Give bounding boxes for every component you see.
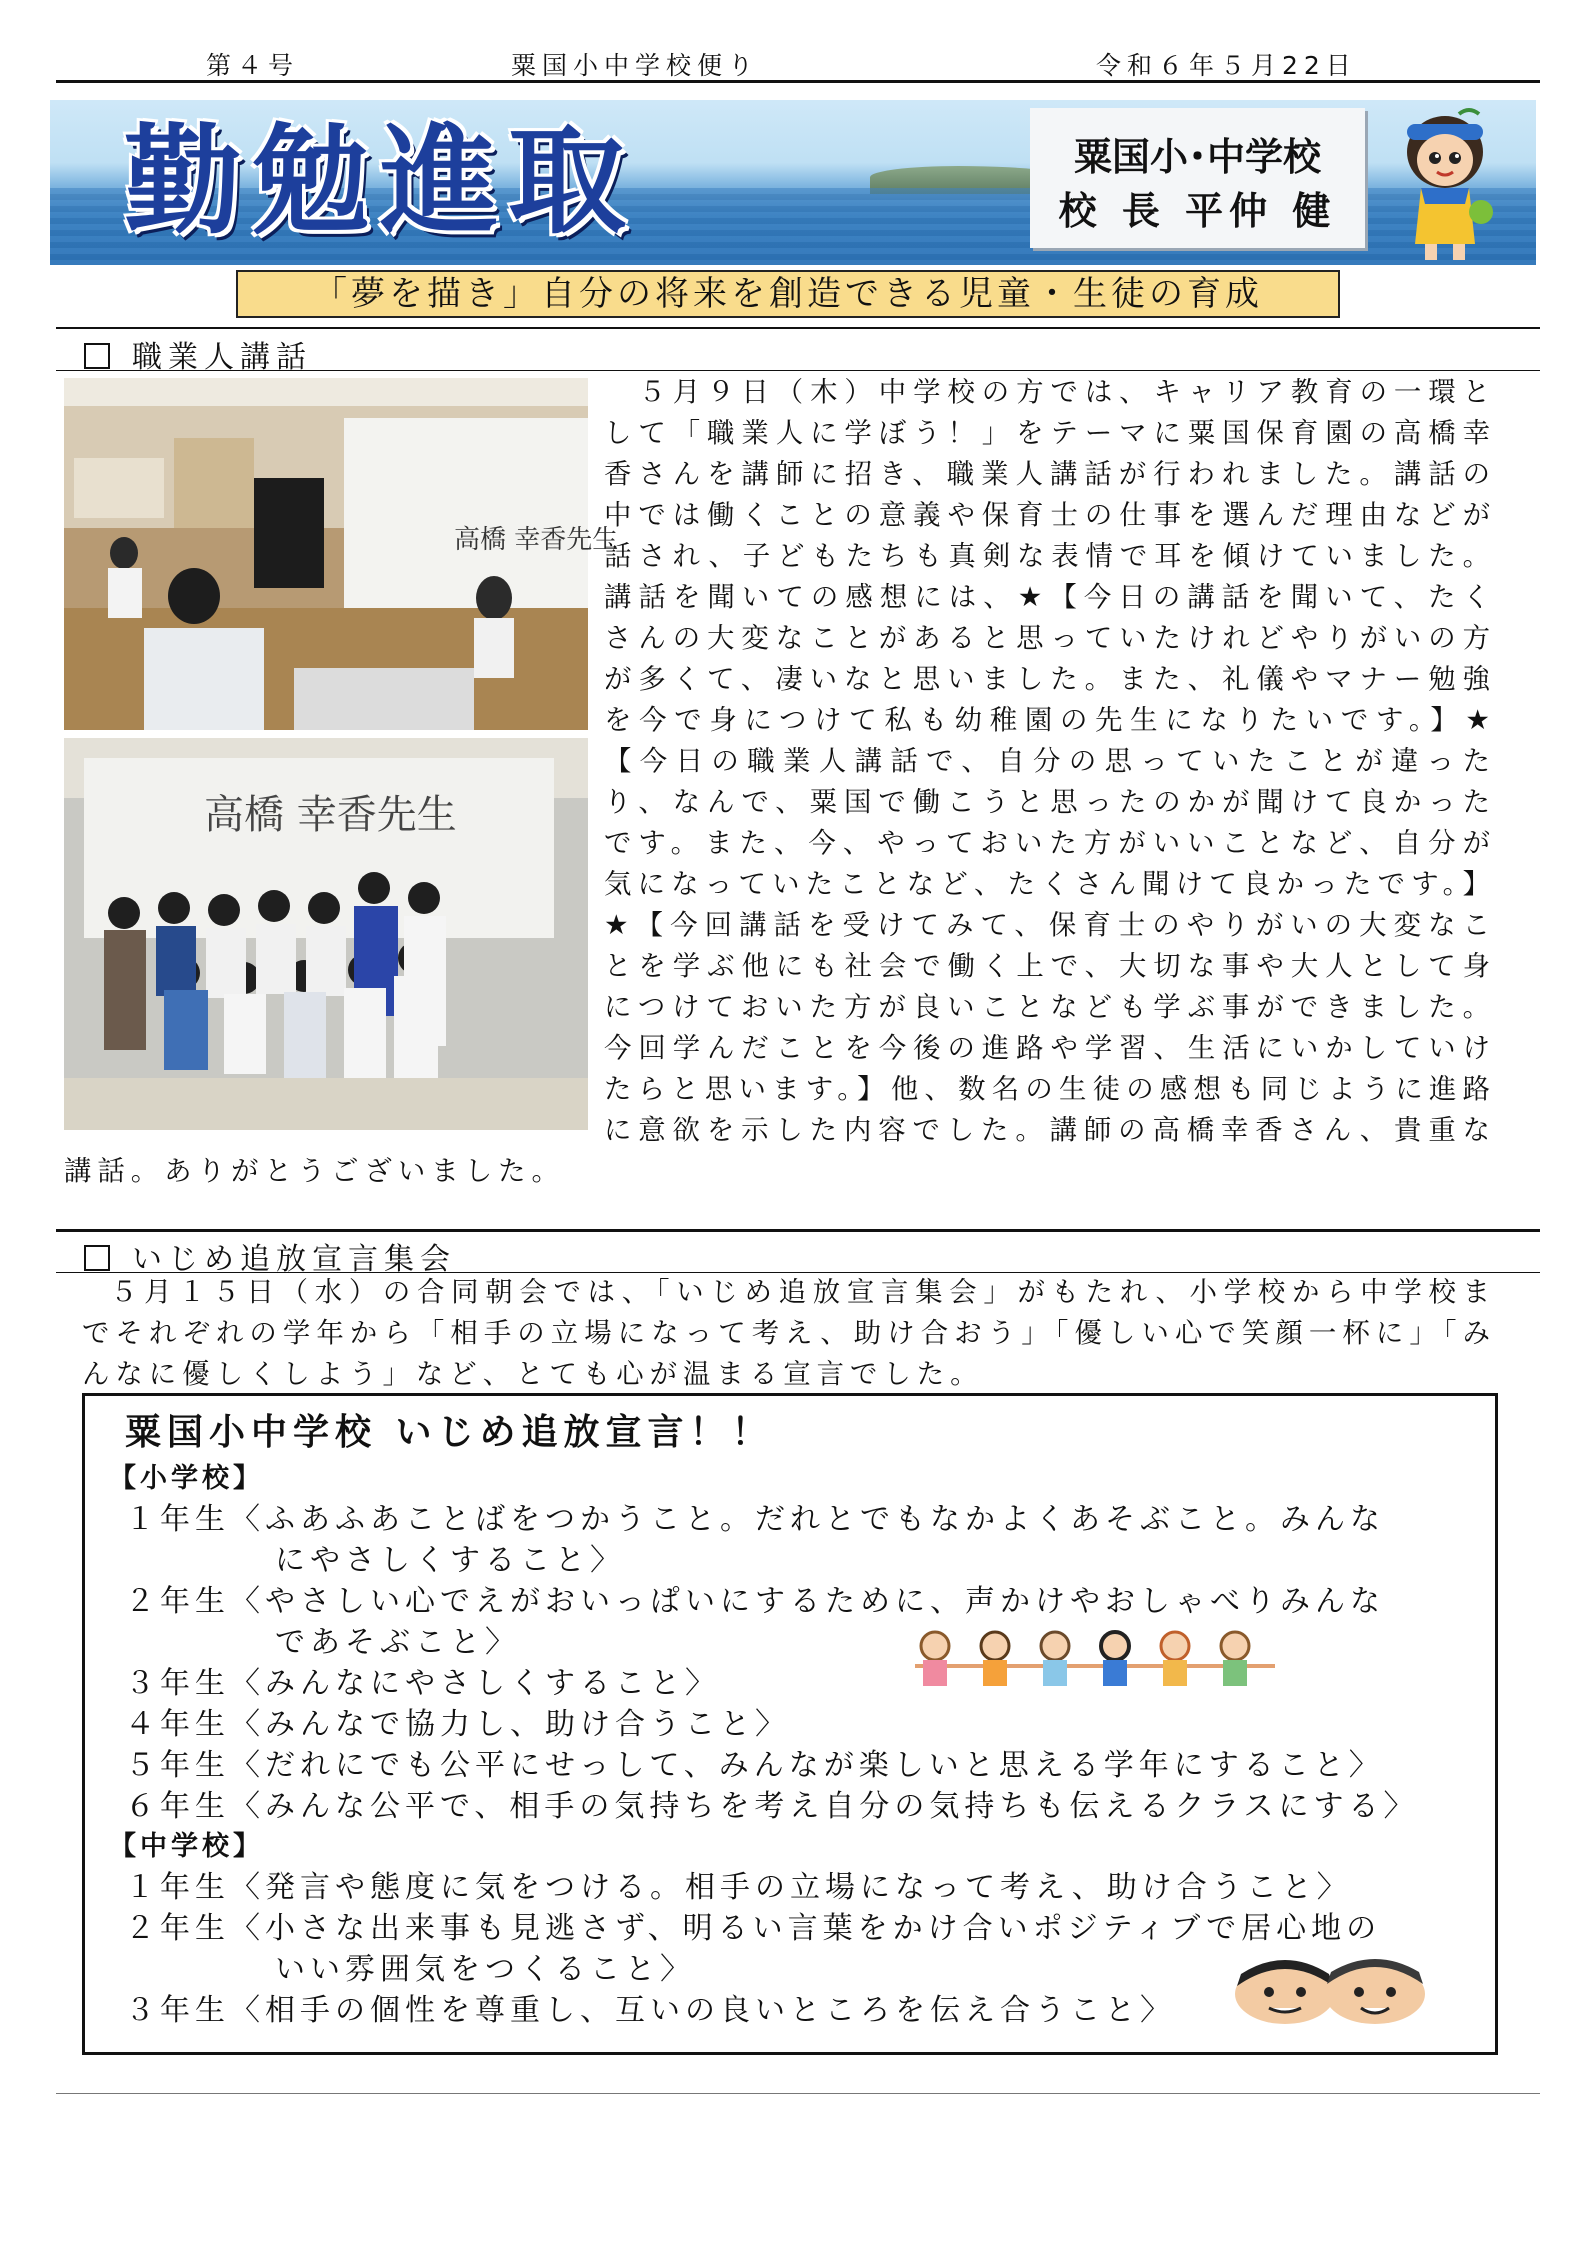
elementary-grade2-cont: であそぶこと〉 bbox=[275, 1625, 520, 1660]
grade-label: ２年生 bbox=[125, 1911, 230, 1946]
photo-float-spacer bbox=[64, 372, 604, 1132]
issue-date: 令和６年５月22日 bbox=[1096, 51, 1357, 80]
section1-heading-text: 職業人講話 bbox=[132, 340, 312, 375]
issue-number: 第４号 bbox=[206, 51, 300, 80]
section1-top-rule bbox=[56, 327, 1540, 329]
junior-grade2-cont: いい雰囲気をつくること〉 bbox=[275, 1952, 695, 1987]
grade-label: １年生 bbox=[125, 1870, 230, 1905]
declaration-text: 〈みんなで協力し、助け合うこと〉 bbox=[230, 1707, 790, 1742]
declaration-text: 〈発言や態度に気をつける。相手の立場になって考え、助け合うこと〉 bbox=[230, 1870, 1352, 1905]
principal-school: 粟国小･中学校 bbox=[1073, 135, 1321, 179]
elementary-grade4 bbox=[125, 1699, 790, 1743]
elementary-grade2 bbox=[125, 1576, 1385, 1620]
junior-grade3 bbox=[125, 1985, 1175, 2029]
declaration-text: 〈みんな公平で、相手の気持ちを考え自分の気持ちも伝えるクラスにする〉 bbox=[230, 1789, 1419, 1824]
elementary-grade3 bbox=[125, 1658, 720, 1702]
declaration-text: 〈ふあふあことばをつかうこと。だれとでもなかよくあそぶこと。みんな bbox=[230, 1502, 1385, 1537]
principal-box bbox=[1030, 108, 1365, 248]
declaration-text: 〈みんなにやさしくすること〉 bbox=[230, 1666, 720, 1701]
school-motto: 「夢を描き」自分の将来を創造できる児童・生徒の育成 bbox=[236, 270, 1340, 318]
section2-paragraph: ５月１５日（水）の合同朝会では、「いじめ追放宣言集会」がもたれ、小学校から中学校までそれぞれの学年から「相手の立場になって考え、助け合おう」「優しい心で笑顔一杯に」「みんなに優しくしよう」など、とても心が温まる宣言でした。 bbox=[82, 1277, 1496, 1390]
section2-top-rule bbox=[56, 1229, 1540, 1232]
grade-label: ３年生 bbox=[125, 1666, 230, 1701]
junior-grade1 bbox=[125, 1862, 1352, 1906]
grade-label: ２年生 bbox=[125, 1584, 230, 1619]
declaration-text: 〈だれにでも公平にせっして、みんなが楽しいと思える学年にすること〉 bbox=[230, 1748, 1384, 1783]
elementary-grade1-cont: にやさしくすること〉 bbox=[275, 1543, 625, 1578]
footer-rule bbox=[56, 2093, 1540, 2094]
junior-grade2 bbox=[125, 1903, 1381, 1947]
elementary-label: 【小学校】 bbox=[109, 1463, 264, 1494]
two-boys-illustration bbox=[1225, 1958, 1435, 2030]
grade-label: ３年生 bbox=[125, 1993, 230, 2028]
declaration-text: 〈小さな出来事も見逃さず、明るい言葉をかけ合いポジティブで居心地の bbox=[230, 1911, 1382, 1946]
section1-paragraph: ５月９日（木）中学校の方では、キャリア教育の一環として「職業人に学ぼう！」をテーマに粟国保育園の高橋幸香さんを講師に招き、職業人講話が行われました。講話の中では働くことの意義や保育士の仕事を選んだ理由などが話され、子どもたちも真剣な表情で耳を傾けていました。講話を聞いての感想には、★【今日の講話を聞いて、たくさんの大変なことがあると思っていたけれどやりがいの方が多くて、凄いなと思いました。また、礼儀やマナー勉強を今で身につけて私も幼稚園の先生になりたいです。】★【今日の職業人講話で、自分の思っていたことが違ったり、なんで、粟国で働こうと思ったのかが聞けて良かったです。また、今、やっておいた方がいいことなど、自分が気になっていたことなど、たくさん聞けて良かったです。】★【今回講話を受けてみて、保育士のやりがいの大変なことを学ぶ他にも社会で働く上で、大切な事や大人として身につけておいた方が良いことなども学ぶ事ができました。今回学んだことを今後の進路や学習、生活にいかしていけたらと思います。】他、数名の生徒の感想も同じように進路に意欲を示した内容でした。講師の高橋幸香さん、貴重な講話。ありがとうございました。 bbox=[64, 377, 1496, 1187]
elementary-grade5 bbox=[125, 1740, 1384, 1784]
section1-body bbox=[64, 372, 1496, 1232]
grade-label: ５年生 bbox=[125, 1748, 230, 1783]
checkbox-square-icon bbox=[84, 343, 110, 369]
photo2-whiteboard-text: 高橋 幸香先生 bbox=[204, 792, 457, 838]
photo1-whiteboard-text: 高橋 幸香先生 bbox=[454, 525, 619, 555]
newsletter-name: 粟国小中学校便り bbox=[511, 51, 760, 80]
grade-label: １年生 bbox=[125, 1502, 230, 1537]
elementary-grade6 bbox=[125, 1781, 1419, 1825]
declaration-text: 〈やさしい心でえがおいっぱいにするために、声かけやおしゃべりみんな bbox=[230, 1584, 1385, 1619]
junior-label: 【中学校】 bbox=[109, 1831, 264, 1862]
section1-heading-rule bbox=[56, 370, 1540, 371]
masthead-title: 勤勉進取 bbox=[124, 111, 637, 250]
declaration-title: 粟国小中学校 いじめ追放宣言！！ bbox=[125, 1412, 774, 1453]
mascot-illustration bbox=[1385, 104, 1505, 264]
elementary-grade1 bbox=[125, 1494, 1385, 1538]
section2-body bbox=[82, 1272, 1496, 1395]
principal-name: 校 長 平仲 健 bbox=[1058, 189, 1337, 233]
checkbox-square-icon bbox=[84, 1245, 110, 1271]
children-holding-hands-illustration bbox=[895, 1624, 1295, 1704]
grade-label: ６年生 bbox=[125, 1789, 230, 1824]
declaration-box bbox=[82, 1393, 1498, 2055]
newsletter-header bbox=[56, 34, 1540, 78]
grade-label: ４年生 bbox=[125, 1707, 230, 1742]
section2-heading-text: いじめ追放宣言集会 bbox=[132, 1242, 456, 1277]
header-rule bbox=[56, 80, 1540, 83]
declaration-text: 〈相手の個性を尊重し、互いの良いところを伝え合うこと〉 bbox=[230, 1993, 1175, 2028]
